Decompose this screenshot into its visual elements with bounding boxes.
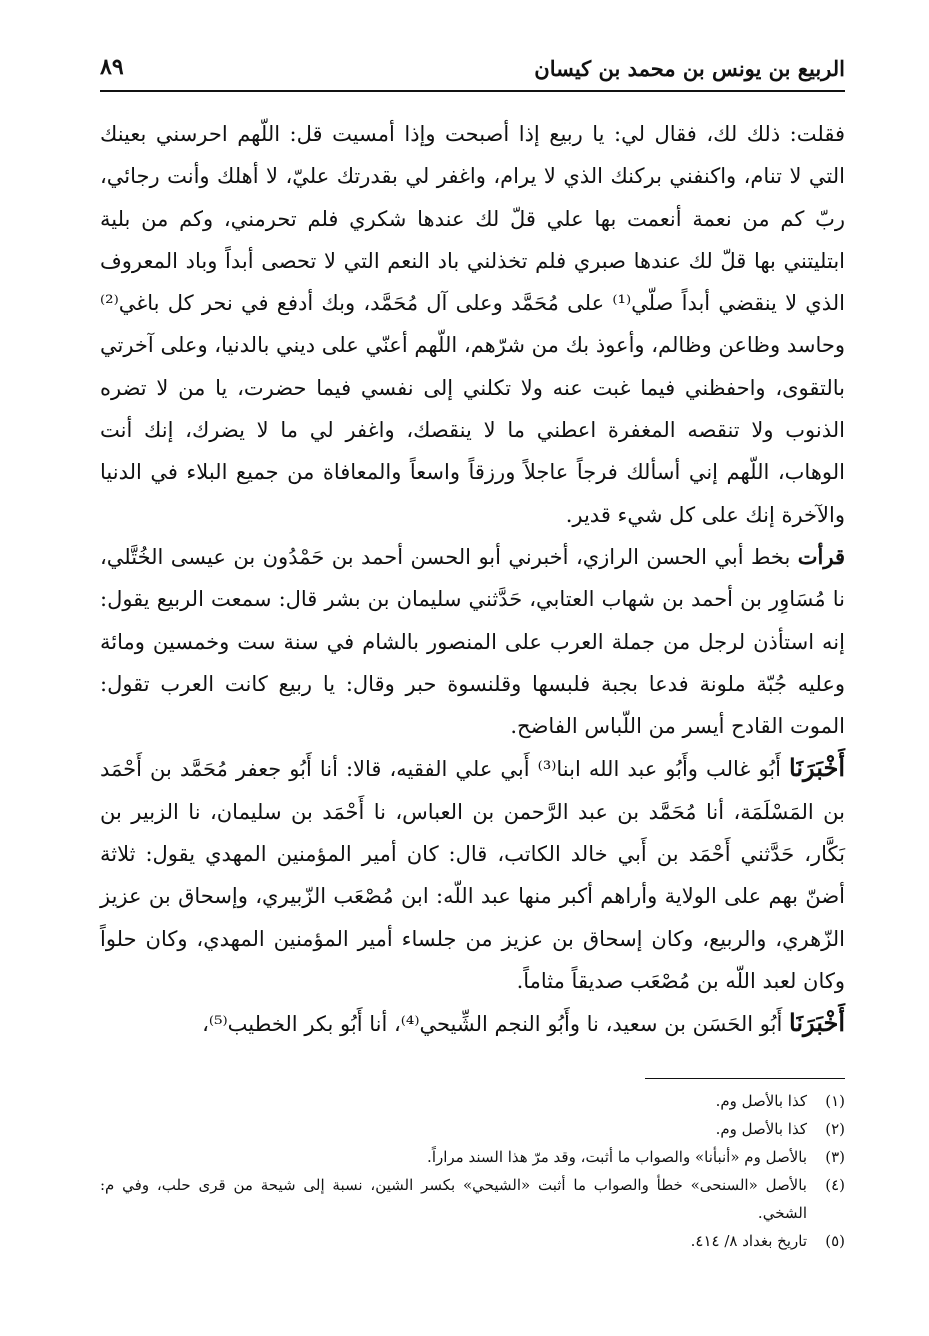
footnote-item [100,1171,845,1227]
footnote-item [100,1115,845,1143]
footnote-text: كذا بالأصل وم. [715,1120,807,1138]
footnote-text: بالأصل «السنحى» خطأ والصواب ما أثبت «الشيحي» بكسر الشين، نسبة إلى شيحة من قرى حلب، وفي م: الشخي. [100,1176,807,1222]
footnote-text: كذا بالأصل وم. [715,1092,807,1110]
paragraph-lead: قرأت [797,543,846,569]
footnote-divider [645,1078,845,1079]
page-number: ٨٩ [100,54,124,80]
paragraph-qara-at [100,536,845,747]
footnote-item [100,1227,845,1255]
paragraph-prayer [100,113,845,536]
footnote-number: (١) [825,1092,845,1110]
footnote-item [100,1087,845,1115]
paragraph-akhbarana-2 [100,1002,845,1045]
header-divider [100,90,845,92]
footnote-number: (٤) [825,1176,845,1194]
footnote-number: (٢) [825,1120,845,1138]
footnote-item [100,1143,845,1171]
paragraph-text: فقلت: ذلك لك، فقال لي: يا ربيع إذا أصبحت وإذا أمسيت قل: اللّهم احرسني بعينك التي لا تنام، واكنفني بركنك الذي لا يرام، واغفر لي بقدرتك عليّ، لا أهلك وأنت رجائي، ربّ كم من نعمة أنعمت بها علي قلّ لك عندها شكري فلم تحرمني، وكم من بلية ابتليتني بها قلّ لك عندها صبري فلم تخذلني باد النعم التي لا تحصى أبداً وباد المعروف الذي لا ينقضي أبداً صلّي⁽¹⁾ على مُحَمَّد وعلى آل مُحَمَّد، وبك أدفع في نحر كل باغي⁽²⁾ وحاسد وظاعن وظالم، وأعوذ بك من شرّهم، اللّهم أعنّي على ديني بالدنيا، وعلى آخرتي بالتقوى، واحفظني فيما غبت عنه ولا تكلني إلى نفسي فيما حضرت، يا من لا تضره الذنوب ولا تنقصه المغفرة اعطني ما لا ينقصك، واغفر لي ما لا يضرك، إنك أنت الوهاب، اللّهم إني أسألك فرجاً عاجلاً ورزقاً واسعاً والمعافاة من جميع البلاء في الدنيا والآخرة إنك على كل شيء قدير. [100,122,845,527]
footnote-number: (٣) [825,1148,845,1166]
footnote-text: تاريخ بغداد ٨/ ٤١٤. [690,1232,807,1250]
running-title: الربيع بن يونس بن محمد بن كيسان [534,56,845,81]
page-header [100,48,845,88]
footnotes [100,1087,845,1255]
paragraph-lead: أَخْبَرَنَا [789,1008,845,1038]
paragraph-lead: أَخْبَرَنَا [789,753,845,783]
footnote-number: (٥) [825,1232,845,1250]
paragraph-text: بخط أبي الحسن الرازي، أخبرني أبو الحسن أحمد بن حَمْدُون بن عيسى الخُتَّلي، نا مُسَاوِر بن أحمد بن شهاب العتابي، حَدَّثني سليمان بن بشر قال: سمعت الربيع يقول: إنه استأذن لرجل من جملة العرب على المنصور بالشام في سنة ست وخمسين ومائة وعليه جُبّة ملونة فدعا بجبة فلبسها وقلنسوة حبر وقال: يا ربيع كانت العرب تقول: الموت القادح أيسر من اللّباس الفاضح. [100,544,845,739]
paragraph-text: أَبُو الحَسَن بن سعيد، نا وأَبُو النجم الشِّيحي⁽⁴⁾، أنا أَبُو بكر الخطيب⁽⁵⁾، [202,1012,790,1037]
paragraph-akhbarana-1 [100,747,845,1002]
main-text [100,113,845,1046]
paragraph-text: أَبُو غالب وأَبُو عبد الله ابنا⁽³⁾ أَبي علي الفقيه، قالا: أنا أَبُو جعفر مُحَمَّد بن أَحْمَد بن المَسْلَمَة، أنا مُحَمَّد بن عبد الرَّحمن بن العباس، نا أَحْمَد بن سليمان، نا الزبير بن بَكَّار، حَدَّثني أَحْمَد بن أَبي خالد الكاتب، قال: كان أمير المؤمنين المهدي يقول: ثلاثة أضنّ بهم على الولاية وأراهم أكبر منها عبد اللّه: ابن مُصْعَب الزّبيري، وإسحاق بن عزيز الزّهري، والربيع، وكان إسحاق بن عزيز من جلساء أمير المؤمنين المهدي، وكان حلواً وكان لعبد اللّه بن مُصْعَب صديقاً مثاماً. [100,757,845,993]
footnote-text: بالأصل وم «أنبأنا» والصواب ما أثبت، وقد مرّ هذا السند مراراً. [427,1148,807,1166]
